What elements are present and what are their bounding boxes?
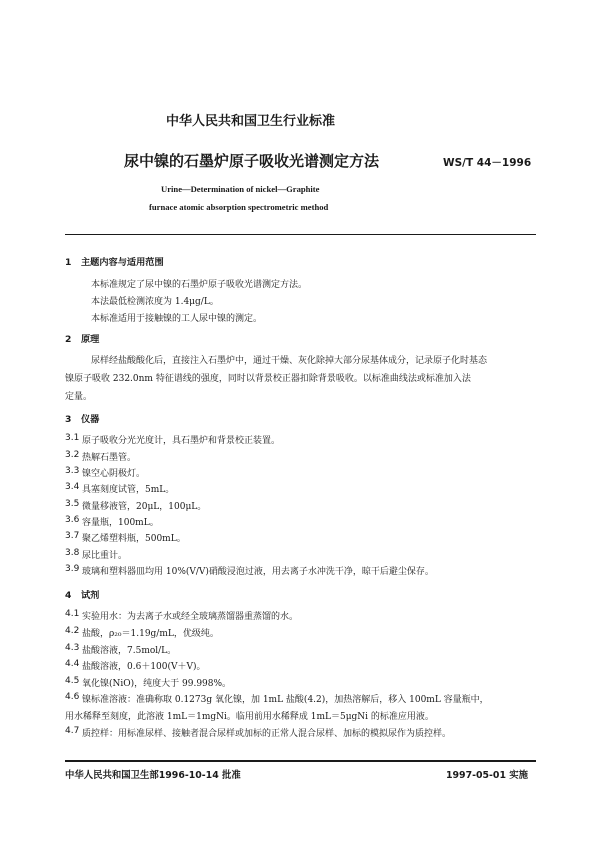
section-heading-text: 原理 — [81, 334, 100, 345]
section-3-heading — [65, 411, 99, 425]
item-number: 3.9 — [65, 564, 80, 574]
item-number: 3.2 — [65, 450, 80, 460]
footer-rule — [65, 760, 536, 762]
item-text: 氧化镍(NiO)，纯度大于 99.998%。 — [82, 679, 232, 689]
item-text-continuation: 用水稀释至刻度，此溶液 1mL＝1mgNi。临用前用水稀释成 1mL＝5μgNi 的标准应用液。 — [65, 712, 434, 722]
document-title: 尿中镍的石墨炉原子吸收光谱测定方法 — [124, 152, 380, 170]
header-rule — [65, 234, 536, 235]
item-text: 质控样：用标准尿样、接触者混合尿样或加标的正常人混合尿样、加标的模拟尿作为质控样。 — [82, 729, 452, 739]
item-number: 4.1 — [65, 609, 80, 619]
section-number: 3 — [65, 414, 72, 425]
item-number: 3.7 — [65, 531, 80, 541]
item-number: 3.8 — [65, 548, 80, 558]
item-text: 镍空心阴极灯。 — [82, 469, 146, 479]
item-number: 3.6 — [65, 515, 80, 525]
item-number: 3.5 — [65, 499, 80, 509]
item-number: 3.1 — [65, 433, 80, 443]
item-number: 4.2 — [65, 626, 80, 636]
english-title-line1: Urine—Determination of nickel—Graphite — [161, 184, 320, 194]
approval-line: 中华人民共和国卫生部1996-10-14 批准 — [65, 770, 241, 781]
item-text: 容量瓶，100mL。 — [82, 518, 159, 528]
item-number: 4.6 — [65, 692, 80, 702]
item-text: 热解石墨管。 — [82, 453, 137, 463]
english-title-line2: furnace atomic absorption spectrometric method — [149, 202, 329, 212]
item-text: 微量移液管，20μL，100μL。 — [82, 502, 207, 512]
paragraph-line: 尿样经盐酸酸化后，直接注入石墨炉中，通过干燥、灰化除掉大部分尿基体成分，记录原子化时基态 — [91, 356, 488, 366]
item-text: 原子吸收分光光度计，具石墨炉和背景校正装置。 — [82, 436, 281, 446]
section-2-heading — [65, 331, 99, 345]
item-text: 盐酸溶液，0.6＋100(V＋V)。 — [82, 662, 206, 672]
item-number: 4.7 — [65, 726, 80, 736]
issuer-title: 中华人民共和国卫生行业标准 — [166, 114, 336, 129]
section-heading-text: 仪器 — [81, 414, 100, 425]
section-1-heading — [65, 254, 164, 268]
section-heading-text: 试剂 — [81, 590, 100, 601]
section-number: 2 — [65, 334, 72, 345]
item-number: 3.3 — [65, 466, 80, 476]
item-text: 盐酸，ρ₂₀＝1.19g/mL，优级纯。 — [82, 629, 219, 639]
section-heading-text: 主题内容与适用范围 — [81, 257, 164, 268]
section-4-heading — [65, 587, 99, 601]
item-text: 尿比重计。 — [82, 551, 128, 561]
section-number: 4 — [65, 590, 72, 601]
paragraph: 本法最低检测浓度为 1.4μg/L。 — [91, 297, 219, 307]
item-number: 4.5 — [65, 676, 80, 686]
item-text: 玻璃和塑料器皿均用 10%(V/V)硝酸浸泡过液，用去离子水冲洗干净，晾干后避尘保存。 — [82, 567, 434, 577]
paragraph: 本标准规定了尿中镍的石墨炉原子吸收光谱测定方法。 — [91, 280, 308, 290]
item-number: 4.4 — [65, 659, 80, 669]
paragraph-line: 定量。 — [65, 392, 93, 402]
effective-date: 1997-05-01 实施 — [446, 770, 528, 781]
item-text: 聚乙烯塑料瓶，500mL。 — [82, 534, 186, 544]
item-text: 具塞刻度试管，5mL。 — [82, 485, 175, 495]
item-text: 镍标准溶液：准确称取 0.1273g 氧化镍，加 1mL 盐酸(4.2)，加热溶解后，移入 100mL 容量瓶中， — [82, 695, 489, 705]
item-number: 4.3 — [65, 643, 80, 653]
item-number: 3.4 — [65, 482, 80, 492]
item-text: 盐酸溶液，7.5mol/L。 — [82, 646, 177, 656]
section-number: 1 — [65, 257, 72, 268]
paragraph: 本标准适用于接触镍的工人尿中镍的测定。 — [91, 314, 263, 324]
paragraph-line: 镍原子吸收 232.0nm 特征谱线的强度，同时以背景校正器扣除背景吸收。以标准曲线法或标准加入法 — [65, 374, 471, 384]
standard-code: WS/T 44－1996 — [443, 157, 532, 169]
item-text: 实验用水：为去离子水或经全玻璃蒸馏器重蒸馏的水。 — [82, 612, 299, 622]
